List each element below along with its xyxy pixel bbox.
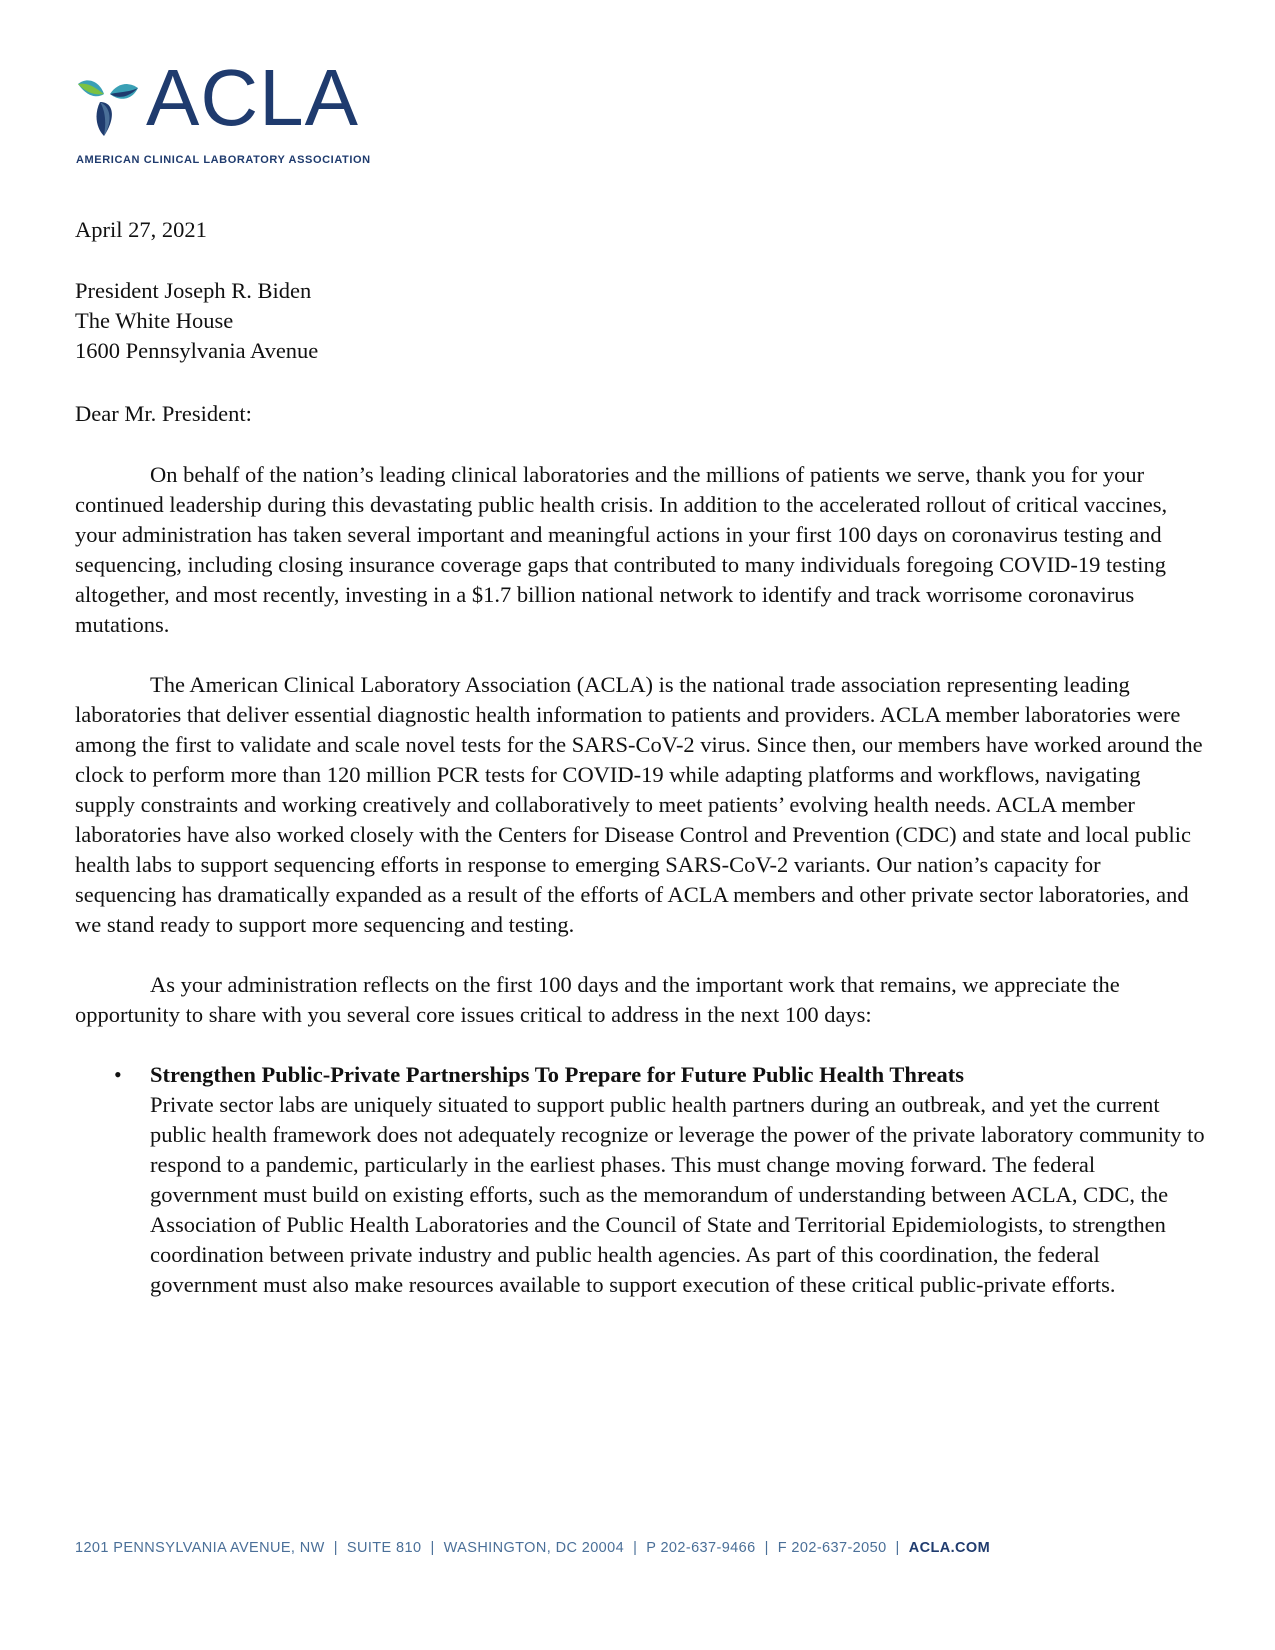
bullet-body: Private sector labs are uniquely situated to support public health partners during an outbreak, and yet the current public health framework does not adequately recognize or leverage the power of the private laboratory community to respond to a pandemic, particularly in the earliest phases. This must change moving forward. The federal government must build on existing efforts, such as the memorandum of understanding between ACLA, CDC, the Association of Public Health Laboratories and the Council of State and Territorial Epidemiologists, to strengthen coordination between private industry and public health agencies. As part of this coordination, the federal government must also make resources available to support execution of these critical public-private efforts. — [150, 1092, 1205, 1297]
recipient-name: President Joseph R. Biden — [75, 278, 312, 303]
acla-logo-mark-icon — [74, 74, 140, 140]
recipient-street: 1600 Pennsylvania Avenue — [75, 338, 319, 363]
footer-separator: | — [333, 1540, 338, 1556]
footer-separator: | — [633, 1540, 638, 1556]
logo-subtitle: AMERICAN CLINICAL LABORATORY ASSOCIATION — [76, 154, 371, 166]
letterhead-footer — [75, 1540, 990, 1556]
footer-city: WASHINGTON, DC 20004 — [443, 1540, 625, 1556]
footer-separator: | — [764, 1540, 769, 1556]
salutation: Dear Mr. President: — [75, 401, 252, 426]
core-issues-list — [75, 1060, 1205, 1300]
footer-address: 1201 PENNSYLVANIA AVENUE, NW — [75, 1540, 325, 1556]
paragraph-acla-overview: The American Clinical Laboratory Association (ACLA) is the national trade association representing leading laboratories that deliver essential diagnostic health information to patients and providers. ACLA member laboratories were among the first to validate and scale novel tests for the SARS-CoV-2 virus. Since then, our members have worked around the clock to perform more than 120 million PCR tests for COVID-19 while adapting platforms and workflows, navigating supply constraints and working creatively and collaboratively to meet patients’ evolving health needs. ACLA member laboratories have also worked closely with the Centers for Disease Control and Prevention (CDC) and state and local public health labs to support sequencing efforts in response to emerging SARS-CoV-2 variants. Our nation’s capacity for sequencing has dramatically expanded as a result of the efforts of ACLA members and other private sector laboratories, and we stand ready to support more sequencing and testing. — [75, 672, 1203, 937]
bullet-marker: • — [114, 1062, 122, 1087]
logo-wordmark: ACLA — [146, 53, 359, 142]
footer-website: ACLA.COM — [908, 1540, 991, 1556]
bullet-title: Strengthen Public-Private Partnerships To Prepare for Future Public Health Threats — [150, 1062, 964, 1087]
recipient-organization: The White House — [75, 308, 234, 333]
letter-body — [75, 215, 1205, 1300]
list-item — [114, 1060, 1205, 1300]
paragraph-core-issues: As your administration reflects on the first 100 days and the important work that remains, we appreciate the opportunity to share with you several core issues critical to address in the next 100 days: — [75, 972, 1120, 1027]
footer-fax: F 202-637-2050 — [777, 1540, 887, 1556]
acla-logo — [74, 53, 394, 172]
footer-suite: SUITE 810 — [346, 1540, 422, 1556]
footer-phone: P 202-637-9466 — [646, 1540, 756, 1556]
recipient-address — [75, 276, 1205, 366]
footer-separator: | — [895, 1540, 900, 1556]
letter-date: April 27, 2021 — [75, 217, 207, 242]
footer-separator: | — [430, 1540, 435, 1556]
paragraph-intro: On behalf of the nation’s leading clinical laboratories and the millions of patients we serve, thank you for your continued leadership during this devastating public health crisis. In addition to the accelerated rollout of critical vaccines, your administration has taken several important and meaningful actions in your first 100 days on coronavirus testing and sequencing, including closing insurance coverage gaps that contributed to many individuals foregoing COVID-19 testing altogether, and most recently, investing in a $1.7 billion national network to identify and track worrisome coronavirus mutations. — [75, 462, 1168, 637]
